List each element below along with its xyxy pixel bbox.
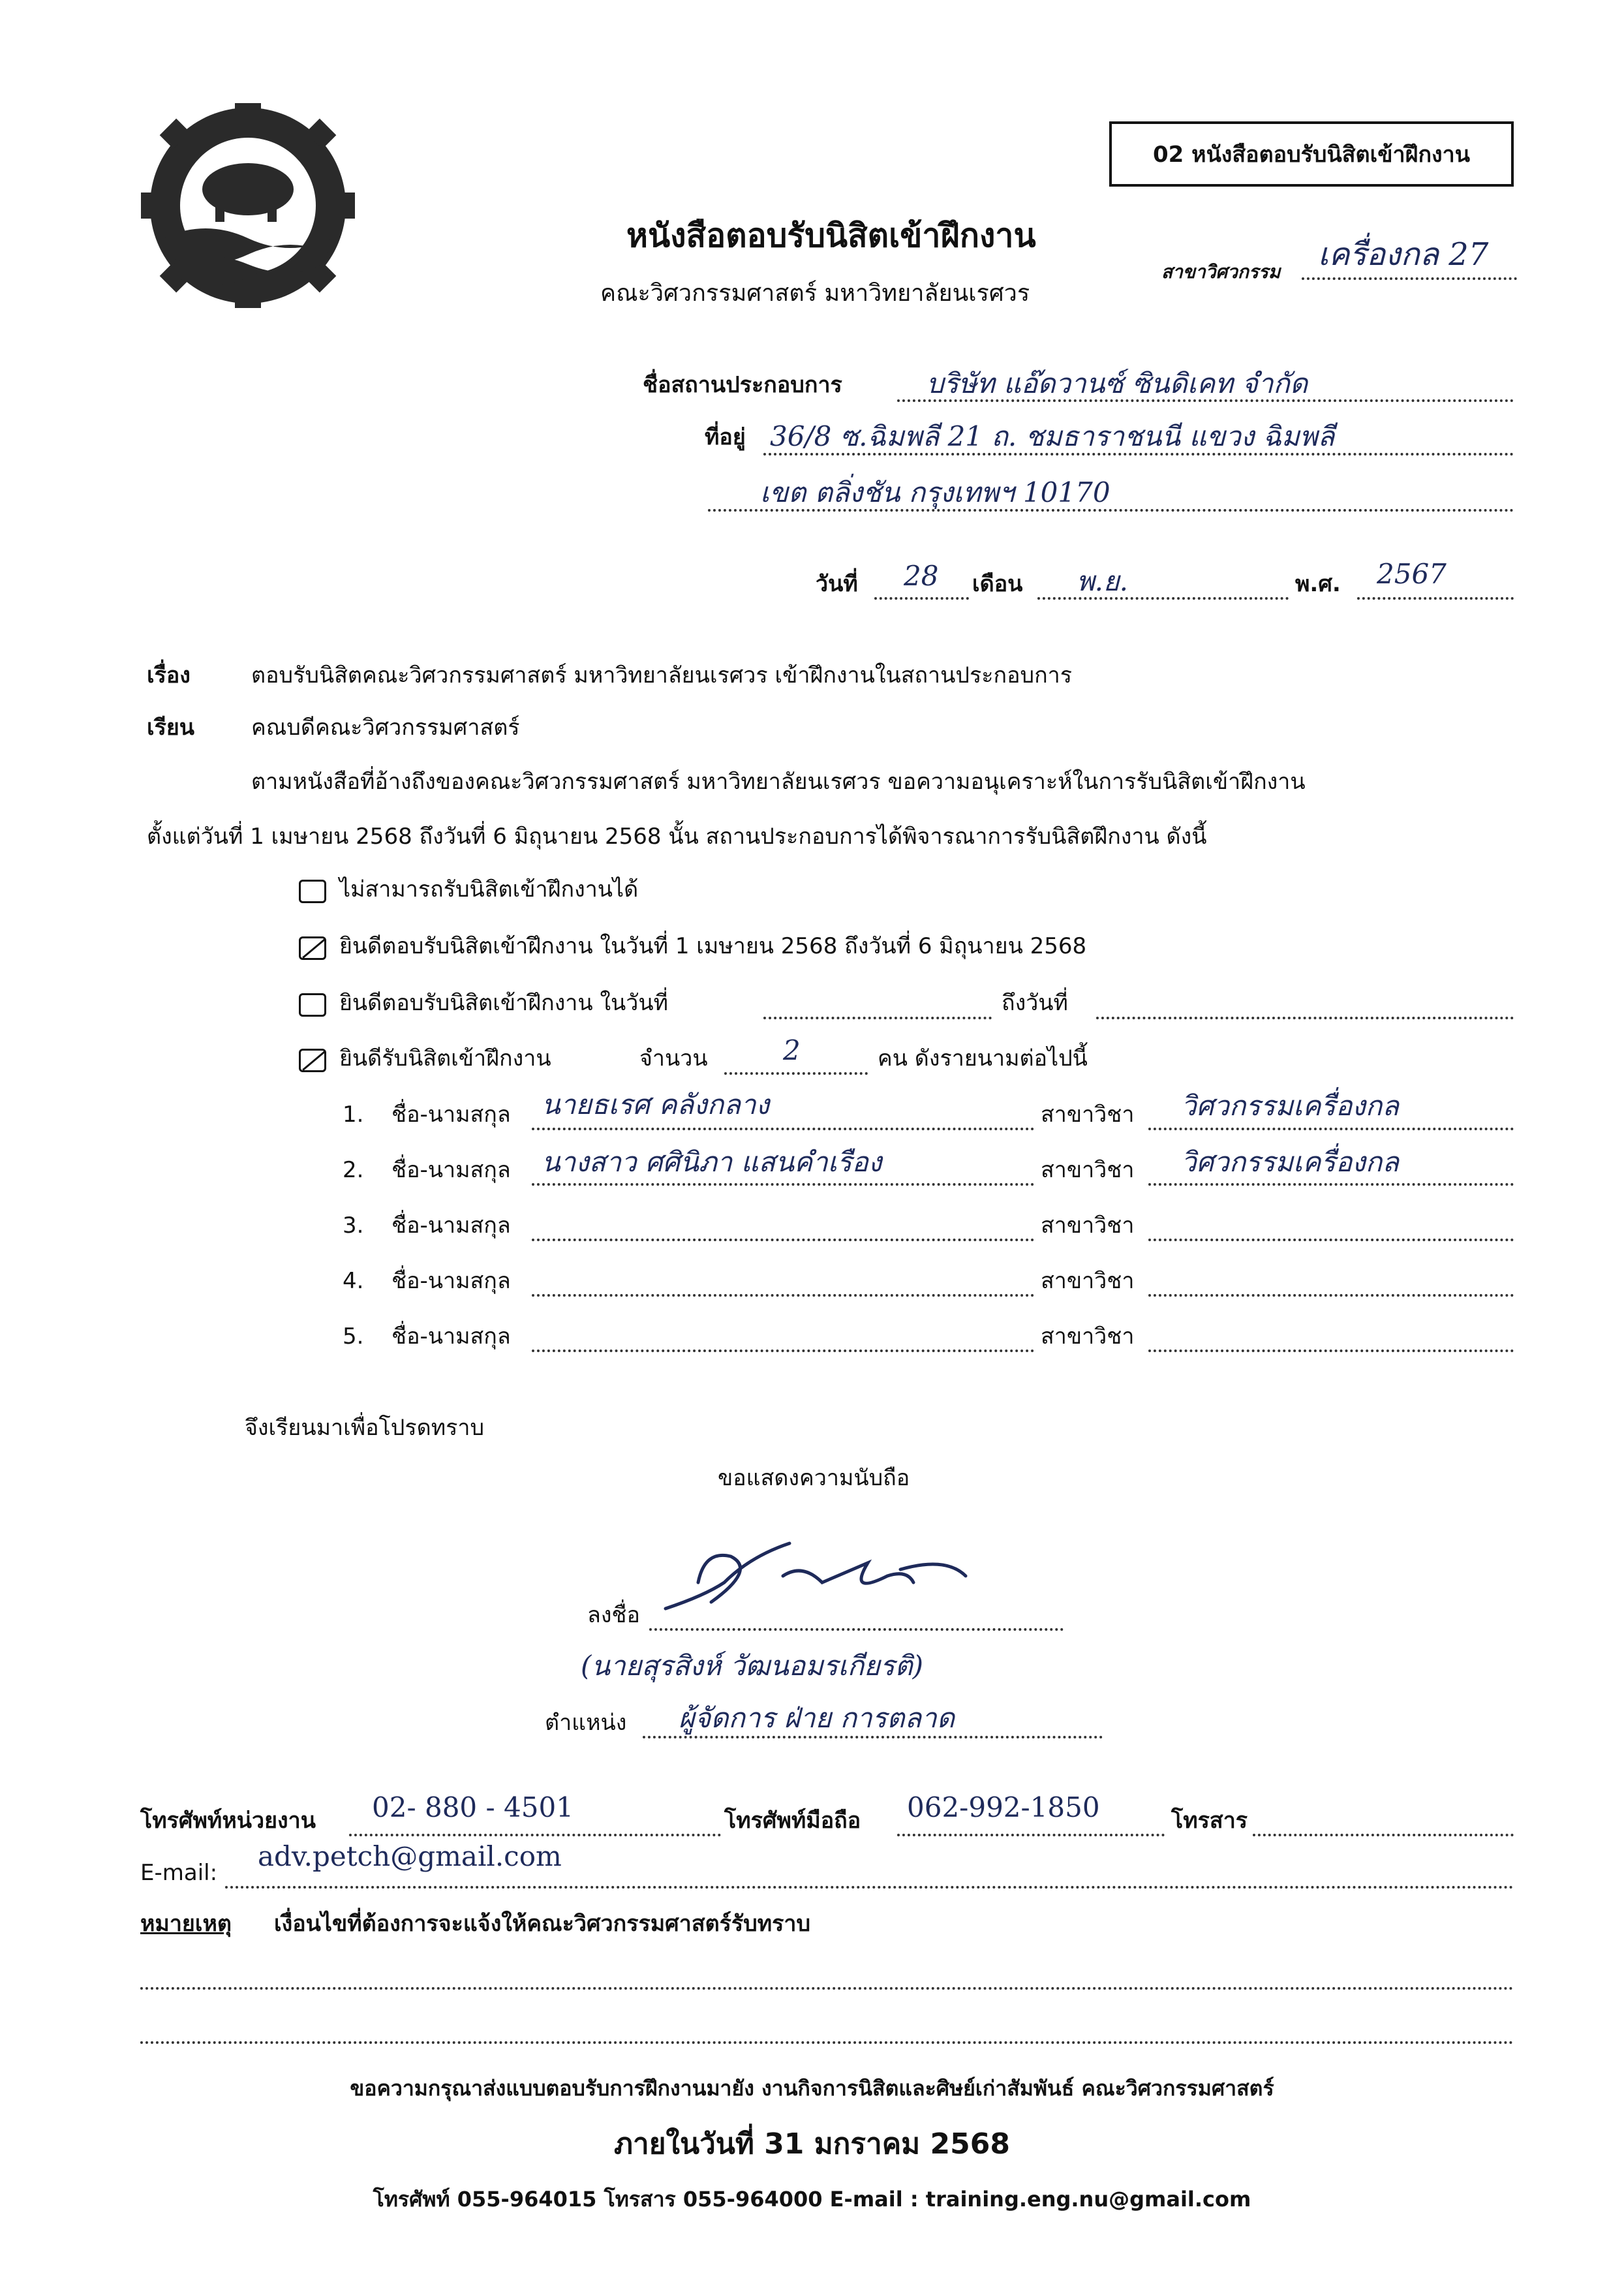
checkbox-accept-full-period[interactable] (299, 936, 326, 960)
company-value: บริษัท แอ๊ดวานซ์ ซินดิเคท จำกัด (927, 367, 1308, 399)
sign-line (649, 1628, 1064, 1631)
subject-label: เรื่อง (147, 662, 191, 688)
student-major-line (1148, 1128, 1514, 1130)
student-name-line[interactable] (532, 1294, 1034, 1297)
signer-name: (นายสุรสิงห์ วัฒนอมรเกียรติ) (581, 1650, 923, 1682)
option-custom-label: ยินดีตอบรับนิสิตเข้าฝึกงาน ในวันที่ (339, 990, 669, 1016)
checkbox-accept-custom-period[interactable] (299, 993, 326, 1017)
date-day-line (874, 597, 969, 600)
student-number: 2. (343, 1157, 364, 1183)
student-number: 5. (343, 1323, 364, 1350)
student-major-line[interactable] (1148, 1350, 1514, 1352)
student-number: 3. (343, 1212, 364, 1239)
to-label: เรียน (147, 715, 195, 741)
signature-mark (652, 1530, 992, 1628)
note-label: หมายเหตุ (140, 1911, 232, 1937)
fax-line (1253, 1834, 1514, 1836)
date-year-label: พ.ศ. (1295, 571, 1341, 597)
email-line (225, 1886, 1514, 1889)
to-text: คณบดีคณะวิศวกรรมศาสตร์ (251, 715, 520, 741)
option-students-label: ยินดีรับนิสิตเข้าฝึกงาน (339, 1045, 551, 1072)
date-year-line (1357, 597, 1514, 600)
option-count-label: จำนวน (639, 1045, 708, 1072)
date-day-label: วันที่ (816, 571, 858, 597)
office-phone-line (349, 1834, 721, 1836)
student-name-label: ชื่อ-นามสกุล (391, 1102, 511, 1128)
mobile-phone-line (897, 1834, 1165, 1836)
student-name-label: ชื่อ-นามสกุล (391, 1268, 511, 1294)
doc-code-box (1109, 121, 1514, 187)
position-value: ผู้จัดการ ฝ่าย การตลาด (679, 1702, 955, 1734)
date-year: 2567 (1377, 558, 1447, 590)
mobile-phone-value: 062-992-1850 (907, 1791, 1100, 1823)
page-title: หนังสือตอบรับนิสิตเข้าฝึกงาน (626, 217, 1036, 255)
sign-label: ลงชื่อ (587, 1602, 640, 1628)
faculty-logo (137, 98, 359, 313)
student-name-line[interactable] (532, 1350, 1034, 1352)
student-major-line[interactable] (1148, 1294, 1514, 1297)
student-major-label: สาขาวิชา (1041, 1268, 1135, 1294)
date-day: 28 (904, 560, 939, 592)
student-name-label: ชื่อ-นามสกุล (391, 1157, 511, 1183)
checkbox-reject[interactable] (299, 880, 326, 903)
student-name-value: นางสาว ศศินิภา แสนคำเรือง (542, 1146, 882, 1178)
date-month-line (1037, 597, 1289, 600)
note-text: เงื่อนไขที่ต้องการจะแจ้งให้คณะวิศวกรรมศาสตร์รับทราบ (274, 1911, 811, 1937)
address-value-1: 36/8 ซ.ฉิมพลี 21 ถ. ชมธาราชนนี แขวง ฉิมพลี (770, 420, 1335, 452)
student-name-label: ชื่อ-นามสกุล (391, 1323, 511, 1350)
subject-text: ตอบรับนิสิตคณะวิศวกรรมศาสตร์ มหาวิทยาลัยนเรศวร เข้าฝึกงานในสถานประกอบการ (251, 662, 1073, 688)
student-number: 4. (343, 1268, 364, 1294)
student-name-label: ชื่อ-นามสกุล (391, 1212, 511, 1239)
option-count-value: 2 (783, 1034, 801, 1066)
doc-code: 02 หนังสือตอบรับนิสิตเข้าฝึกงาน (1153, 142, 1470, 168)
footer-contact: โทรศัพท์ 055-964015 โทรสาร 055-964000 E-mail : training.eng.nu@gmail.com (373, 2187, 1251, 2212)
fax-label: โทรสาร (1171, 1808, 1248, 1834)
address-value-2: เขต ตลิ่งชัน กรุงเทพฯ 10170 (760, 476, 1111, 508)
note-line-2[interactable] (140, 2041, 1514, 2044)
student-name-value: นายธเรศ คลังกลาง (542, 1088, 770, 1120)
option-reject-label: ไม่สามารถรับนิสิตเข้าฝึกงานได้ (339, 876, 639, 903)
date-month: พ.ย. (1077, 565, 1128, 597)
closing-text: จึงเรียนมาเพื่อโปรดทราบ (245, 1415, 485, 1441)
note-line-1[interactable] (140, 1987, 1514, 1990)
page-subtitle: คณะวิศวกรรมศาสตร์ มหาวิทยาลัยนเรศวร (600, 280, 1030, 307)
option-custom-to-label: ถึงวันที่ (1002, 990, 1068, 1016)
position-label: ตำแหน่ง (545, 1710, 627, 1736)
student-major-label: สาขาวิชา (1041, 1323, 1135, 1350)
body-line-2: ตั้งแต่วันที่ 1 เมษายน 2568 ถึงวันที่ 6 มิถุนายน 2568 นั้น สถานประกอบการได้พิจารณาการรับนิสิตฝึกงาน ดังนี้ (147, 824, 1207, 850)
count-line (724, 1072, 868, 1075)
body-line-1: ตามหนังสือที่อ้างถึงของคณะวิศวกรรมศาสตร์ มหาวิทยาลัยนเรศวร ขอความอนุเคราะห์ในการรับนิสิตเข้าฝึกงาน (251, 769, 1306, 795)
footer-deadline: ภายในวันที่ 31 มกราคม 2568 (614, 2127, 1010, 2161)
student-name-line (532, 1128, 1034, 1130)
office-phone-label: โทรศัพท์หน่วยงาน (140, 1808, 316, 1834)
custom-end-line[interactable] (1096, 1017, 1514, 1019)
student-major-label: สาขาวิชา (1041, 1212, 1135, 1239)
option-count-suffix: คน ดังรายนามต่อไปนี้ (878, 1045, 1088, 1072)
company-label: ชื่อสถานประกอบการ (643, 372, 842, 398)
email-value: adv.petch@gmail.com (258, 1840, 562, 1872)
student-major-value: วิศวกรรมเครื่องกล (1181, 1090, 1399, 1122)
email-label: E-mail: (140, 1860, 218, 1886)
branch-label: สาขาวิศวกรรม (1161, 261, 1281, 283)
office-phone-value: 02- 880 - 4501 (372, 1791, 574, 1823)
student-major-label: สาขาวิชา (1041, 1102, 1135, 1128)
custom-start-line[interactable] (763, 1017, 992, 1019)
student-major-line[interactable] (1148, 1239, 1514, 1241)
student-major-label: สาขาวิชา (1041, 1157, 1135, 1183)
option-accept-full-label: ยินดีตอบรับนิสิตเข้าฝึกงาน ในวันที่ 1 เมษายน 2568 ถึงวันที่ 6 มิถุนายน 2568 (339, 933, 1087, 959)
date-month-label: เดือน (972, 571, 1023, 597)
student-name-line[interactable] (532, 1239, 1034, 1241)
regards-text: ขอแสดงความนับถือ (718, 1465, 910, 1491)
student-major-value: วิศวกรรมเครื่องกล (1181, 1146, 1399, 1178)
mobile-phone-label: โทรศัพท์มือถือ (724, 1808, 861, 1834)
checkbox-accept-students[interactable] (299, 1049, 326, 1072)
address-label: ที่อยู่ (705, 424, 746, 450)
branch-value: เครื่องกล 27 (1318, 236, 1489, 273)
student-number: 1. (343, 1102, 364, 1128)
footer-instruction: ขอความกรุณาส่งแบบตอบรับการฝึกงานมายัง งานกิจการนิสิตและศิษย์เก่าสัมพันธ์ คณะวิศวกรรมศาสตร์ (350, 2076, 1274, 2101)
